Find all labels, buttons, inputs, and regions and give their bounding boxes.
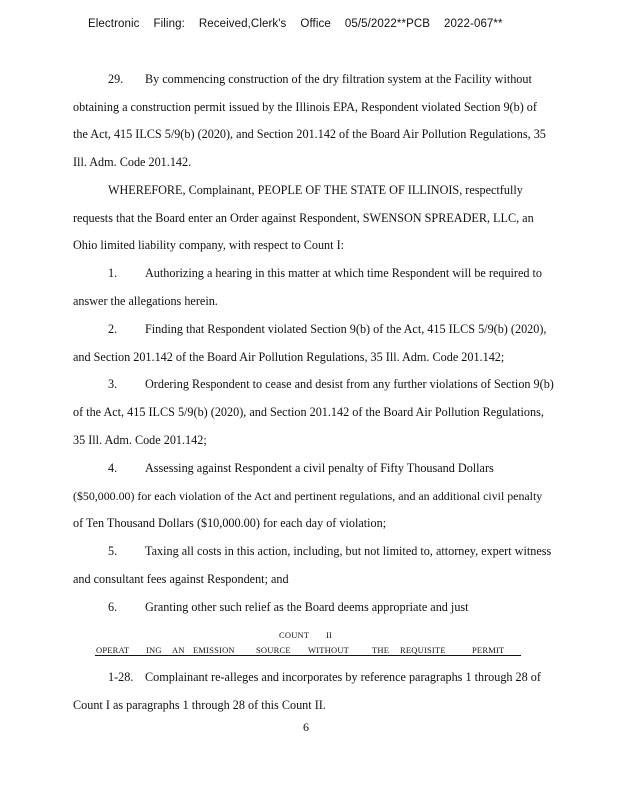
wherefore-line-3: Ohio limited liability company, with respect to Count I: [73, 238, 345, 252]
count-ii-title-word-1: OPERAT [96, 645, 130, 655]
wherefore-line-1: WHEREFORE, Complainant, PEOPLE OF THE STATE OF ILLINOIS, respectfully [108, 183, 523, 197]
prayer-item-6-number: 6. [108, 600, 118, 614]
prayer-item-4-number: 4. [108, 461, 118, 475]
prayer-item-6-line-1: Granting other such relief as the Board deems appropriate and just [145, 600, 469, 614]
prayer-item-4-line-3: of Ten Thousand Dollars ($10,000.00) for each day of violation; [73, 516, 387, 530]
prayer-item-3-line-2: of the Act, 415 ILCS 5/9(b) (2020), and Section 201.142 of the Board Air Pollution Regulations, [73, 405, 544, 419]
count-ii-label: COUNT [279, 630, 310, 640]
prayer-item-2-number: 2. [108, 322, 118, 336]
prayer-item-3-number: 3. [108, 377, 118, 391]
count-ii-title-word-3: AN [172, 645, 185, 655]
header-office: Office [300, 18, 331, 30]
header-date: 05/5/2022**PCB [344, 18, 431, 30]
paragraph-29-line-1: By commencing construction of the dry filtration system at the Facility without [145, 72, 532, 86]
count-ii-title-word-7: THE [372, 645, 390, 655]
count-ii-title-underline [95, 655, 521, 656]
count-ii-title-word-8: REQUISITE [400, 645, 446, 655]
prayer-item-1-line-1: Authorizing a hearing in this matter at which time Respondent will be required to [145, 266, 543, 280]
prayer-item-5-number: 5. [108, 544, 118, 558]
prayer-item-2-line-1: Finding that Respondent violated Section 9(b) of the Act, 415 ILCS 5/9(b) (2020), [145, 322, 547, 336]
prayer-item-2-line-2: and Section 201.142 of the Board Air Pollution Regulations, 35 Ill. Adm. Code 201.142; [73, 350, 505, 364]
count-ii-title-word-6: WITHOUT [308, 645, 350, 655]
count-ii-title-word-2: ING [146, 645, 162, 655]
header-filing: Filing: [153, 18, 185, 30]
wherefore-line-2: requests that the Board enter an Order against Respondent, SWENSON SPREADER, LLC, an [73, 211, 534, 225]
header-electronic: Electronic [88, 18, 140, 30]
paragraph-29-line-3: the Act, 415 ILCS 5/9(b) (2020), and Section 201.142 of the Board Air Pollution Regulations, 35 [73, 127, 546, 141]
count-ii-title-word-5: SOURCE [256, 645, 291, 655]
paragraph-1-28-line-1: Complainant re-alleges and incorporates by reference paragraphs 1 through 28 of [145, 670, 541, 684]
page-number: 6 [303, 720, 309, 734]
prayer-item-5-line-1: Taxing all costs in this action, including, but not limited to, attorney, expert witness [145, 544, 552, 558]
paragraph-29-number: 29. [108, 72, 124, 86]
prayer-item-4-line-1: Assessing against Respondent a civil penalty of Fifty Thousand Dollars [145, 461, 494, 475]
prayer-item-1-line-2: answer the allegations herein. [73, 294, 218, 308]
paragraph-1-28-number: 1-28. [108, 670, 134, 684]
paragraph-29-line-2: obtaining a construction permit issued by the Illinois EPA, Respondent violated Section 9(b) of [73, 100, 537, 114]
prayer-item-3-line-1: Ordering Respondent to cease and desist from any further violations of Section 9(b) [145, 377, 554, 391]
header-docket: 2022-067** [444, 18, 503, 30]
paragraph-1-28-line-2: Count I as paragraphs 1 through 28 of this Count II. [73, 698, 326, 712]
filing-header [88, 18, 517, 30]
prayer-item-1-number: 1. [108, 266, 118, 280]
prayer-item-5-line-2: and consultant fees against Respondent; and [73, 572, 289, 586]
prayer-item-4-line-2: ($50,000.00) for each violation of the Act and pertinent regulations, and an additional civil penalty [73, 489, 543, 503]
count-ii-number: II [326, 630, 333, 640]
paragraph-29-line-4: Ill. Adm. Code 201.142. [73, 155, 192, 169]
header-received: Received,Clerk's [198, 18, 287, 30]
count-ii-title-word-9: PERMIT [472, 645, 505, 655]
prayer-item-3-line-3: 35 Ill. Adm. Code 201.142; [73, 433, 207, 447]
count-ii-title-word-4: EMISSION [193, 645, 235, 655]
